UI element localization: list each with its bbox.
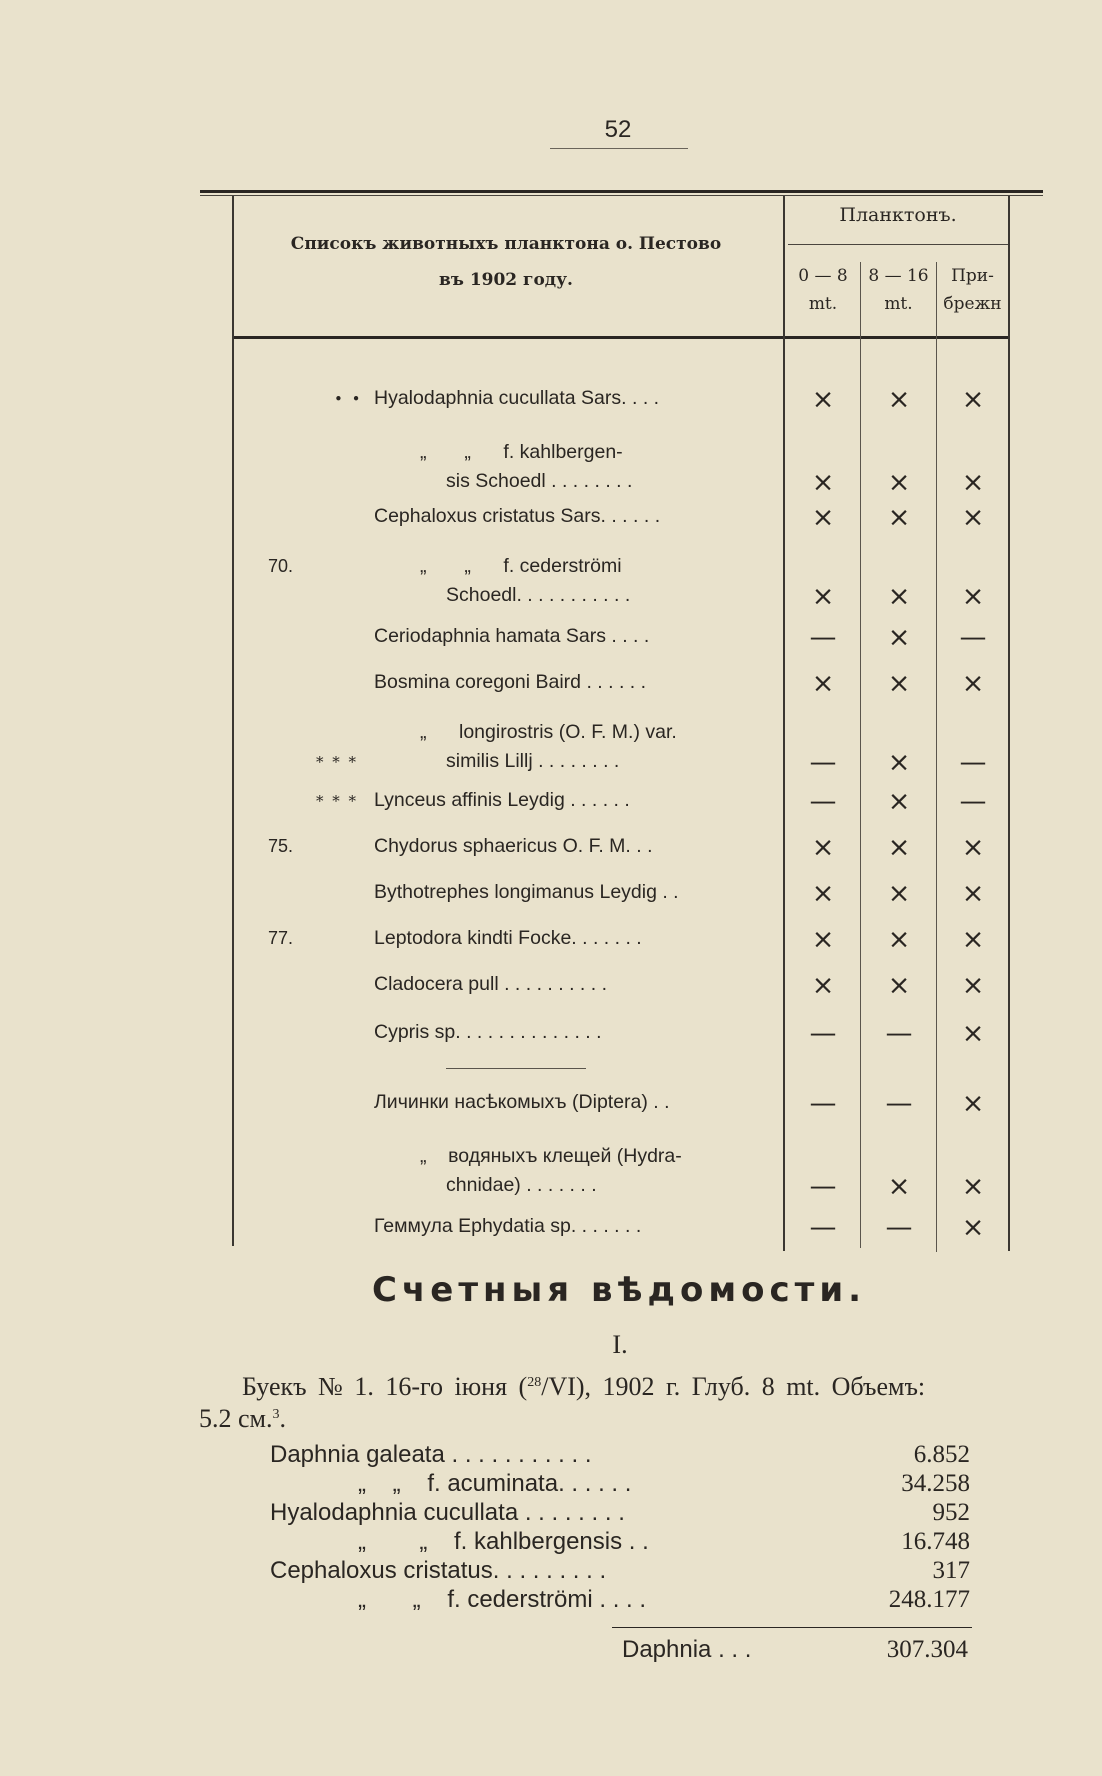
presence-mark: ×	[961, 502, 985, 533]
species-name: Cypris sp. . . . . . . . . . . . . .	[374, 1021, 602, 1043]
count-row	[270, 1441, 970, 1471]
section-roman-numeral: I.	[612, 1330, 628, 1359]
presence-mark: ×	[961, 1018, 985, 1049]
presence-mark: ×	[961, 581, 985, 612]
count-label: „ „ f. kahlbergensis . .	[358, 1528, 649, 1555]
table-inner-divider	[446, 1068, 586, 1069]
presence-mark: ×	[887, 384, 911, 415]
count-label: Daphnia galeata . . . . . . . . . . .	[270, 1441, 592, 1468]
presence-mark: ×	[811, 384, 835, 415]
species-name: „ водяныхъ клещей (Hydra-	[420, 1145, 682, 1167]
species-name: similis Lillj . . . . . . . .	[446, 750, 620, 772]
count-row	[270, 1528, 970, 1558]
column-header-line1: 8 — 16	[868, 266, 929, 286]
count-label: Cephaloxus cristatus. . . . . . . . .	[270, 1557, 607, 1584]
species-name: Lynceus affinis Leydig . . . . . .	[374, 789, 630, 811]
count-row	[270, 1557, 970, 1587]
column-header-8-16	[861, 262, 936, 318]
presence-mark: ×	[811, 970, 835, 1001]
plankton-heading: Планктонъ.	[839, 204, 957, 226]
presence-mark: ×	[961, 1088, 985, 1119]
row-number: 75.	[268, 836, 294, 856]
species-name: Cephaloxus cristatus Sars. . . . . .	[374, 505, 661, 527]
presence-mark: ×	[887, 747, 911, 778]
column-divider-1	[860, 262, 861, 1248]
presence-mark: ×	[961, 384, 985, 415]
count-total-row	[270, 1636, 970, 1666]
count-total-value: 307.304	[886, 1636, 968, 1663]
column-header-line2: брежн	[943, 294, 1002, 314]
presence-mark: ×	[811, 467, 835, 498]
presence-mark: ×	[887, 924, 911, 955]
presence-mark: ×	[811, 668, 835, 699]
row-number: 70.	[268, 556, 294, 576]
presence-mark: ×	[887, 970, 911, 1001]
presence-mark: ×	[961, 1171, 985, 1202]
absence-mark: —	[809, 1018, 837, 1049]
species-name: sis Schoedl . . . . . . . .	[446, 470, 633, 492]
species-name: Leptodora kindti Focke. . . . . . .	[374, 927, 642, 949]
presence-mark: ×	[811, 832, 835, 863]
species-name: Chydorus sphaericus O. F. M. . .	[374, 835, 653, 857]
absence-mark: —	[885, 1018, 913, 1049]
section-title: Счетныя вѣдомости.	[372, 1270, 867, 1310]
presence-mark: ×	[887, 832, 911, 863]
column-header-line1: При-	[951, 266, 994, 286]
count-total-label: Daphnia . . .	[622, 1636, 752, 1663]
table-left-border	[232, 196, 234, 1246]
presence-mark: ×	[811, 924, 835, 955]
absence-mark: —	[885, 1212, 913, 1243]
species-name: Schoedl. . . . . . . . . . .	[446, 584, 631, 606]
presence-mark: ×	[887, 668, 911, 699]
sample-description-line2	[199, 1404, 286, 1434]
sample-volume-text: 5.2 см.$^3$.	[199, 1404, 286, 1433]
presence-mark: ×	[887, 502, 911, 533]
species-name: „ „ f. kahlbergen-	[420, 441, 623, 463]
column-divider-2	[936, 262, 937, 1252]
count-row	[270, 1470, 970, 1500]
species-name: Ceriodaphnia hamata Sars . . . .	[374, 625, 650, 647]
presence-mark: ×	[887, 467, 911, 498]
presence-mark: ×	[961, 970, 985, 1001]
absence-mark: —	[809, 786, 837, 817]
list-heading-line2: въ 1902 году.	[439, 270, 573, 290]
absence-mark: —	[809, 747, 837, 778]
count-value: 952	[932, 1499, 970, 1526]
species-name: Cladocera pull . . . . . . . . . .	[374, 973, 608, 995]
species-name: Личинки насѣкомыхъ (Diptera) . .	[374, 1091, 670, 1113]
presence-mark: ×	[811, 502, 835, 533]
species-name: Bythotrephes longimanus Leydig . .	[374, 881, 679, 903]
count-value: 317	[932, 1557, 970, 1584]
presence-mark: ×	[961, 924, 985, 955]
column-header-line2: mt.	[884, 294, 913, 314]
species-name: Hyalodaphnia cucullata Sars. . . .	[374, 387, 660, 409]
count-value: 34.258	[901, 1470, 970, 1497]
presence-mark: ×	[887, 786, 911, 817]
absence-mark: —	[809, 1171, 837, 1202]
count-label: „ „ f. acuminata. . . . . .	[358, 1470, 632, 1497]
sample-description-text: Буекъ № 1. 16-го іюня ($^{28}$/VI), 1902 г. Глуб. 8 mt. Объемъ:	[242, 1372, 926, 1401]
column-header-line2: mt.	[808, 294, 838, 314]
row-number: 77.	[268, 928, 294, 948]
count-value: 248.177	[888, 1586, 970, 1613]
absence-mark: —	[885, 1088, 913, 1119]
count-value: 16.748	[901, 1528, 970, 1555]
presence-mark: ×	[887, 878, 911, 909]
species-name: Bosmina coregoni Baird . . . . . .	[374, 671, 647, 693]
presence-mark: ×	[811, 878, 835, 909]
presence-mark: ×	[887, 1171, 911, 1202]
table-top-rule	[200, 190, 1043, 193]
count-value: 6.852	[913, 1441, 970, 1468]
header-bottom-rule	[233, 336, 1010, 339]
absence-mark: —	[959, 747, 987, 778]
column-header-0-8	[786, 262, 860, 318]
absence-mark: —	[959, 786, 987, 817]
species-name: Геммула Ephydatia sp. . . . . . .	[374, 1215, 642, 1237]
presence-mark: ×	[961, 1212, 985, 1243]
column-header-shore	[937, 262, 1008, 318]
row-marker-stars: * * *	[316, 753, 359, 771]
sample-description-line1	[242, 1372, 1042, 1402]
absence-mark: —	[809, 622, 837, 653]
table-top-rule-thin	[200, 195, 1043, 196]
presence-mark: ×	[961, 467, 985, 498]
count-label: „ „ f. cederströmi . . . .	[358, 1586, 647, 1613]
row-marker-stars: • •	[334, 390, 363, 408]
absence-mark: —	[809, 1212, 837, 1243]
count-row	[270, 1586, 970, 1616]
page-number: 52	[604, 116, 632, 143]
total-rule	[612, 1627, 972, 1628]
species-name: chnidae) . . . . . . .	[446, 1174, 597, 1196]
presence-mark: ×	[887, 622, 911, 653]
row-marker-stars: * * *	[316, 792, 359, 810]
absence-mark: —	[959, 622, 987, 653]
table-right-border	[1008, 196, 1010, 1251]
absence-mark: —	[809, 1088, 837, 1119]
presence-mark: ×	[887, 581, 911, 612]
list-heading	[236, 226, 776, 298]
presence-mark: ×	[961, 878, 985, 909]
presence-mark: ×	[961, 668, 985, 699]
species-name: „ „ f. cederströmi	[420, 555, 622, 577]
count-row	[270, 1499, 970, 1529]
column-header-line1: 0 — 8	[798, 266, 848, 286]
page-number-rule	[550, 148, 688, 149]
list-heading-line1: Списокъ животныхъ планктона о. Пестово	[290, 234, 722, 254]
plankton-heading-underline	[788, 244, 1008, 245]
presence-mark: ×	[811, 581, 835, 612]
species-name: „ longirostris (O. F. M.) var.	[420, 721, 677, 743]
presence-mark: ×	[961, 832, 985, 863]
count-label: Hyalodaphnia cucullata . . . . . . . .	[270, 1499, 625, 1526]
